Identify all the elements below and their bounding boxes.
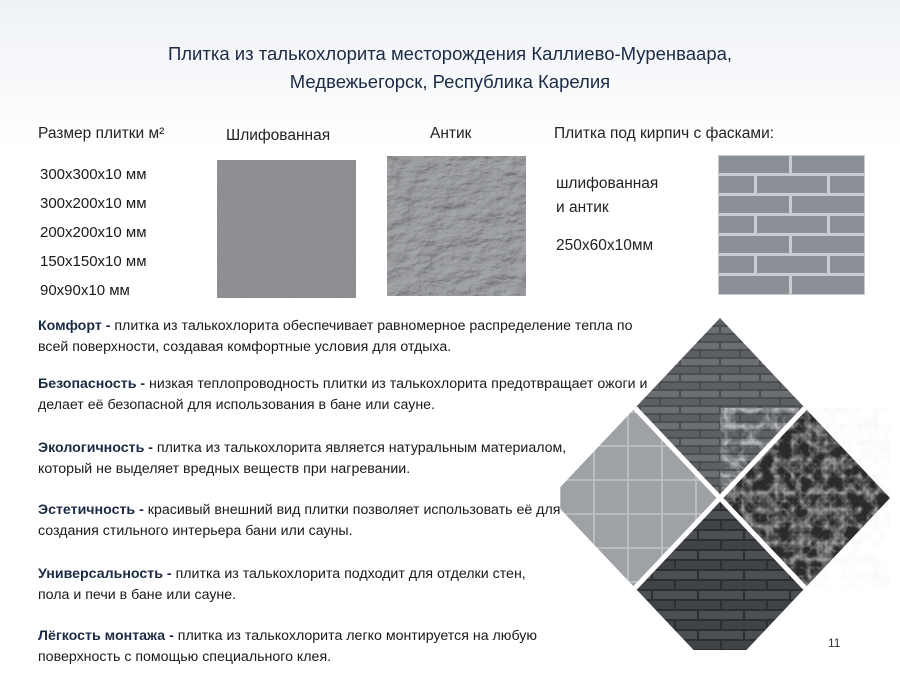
feature-comfort bbox=[38, 316, 648, 358]
title-line-1: Плитка из талькохлорита месторождения Каллиево-Муренваара, bbox=[167, 43, 733, 64]
feature-easy-install bbox=[38, 626, 603, 668]
brick-size: 250x60x10мм bbox=[556, 237, 654, 254]
feature-text: плитка из талькохлорита легко монтируется на любую поверхность с помощью специального клея. bbox=[38, 628, 538, 665]
size-item: 150x150x10 мм bbox=[40, 253, 147, 270]
brick-finish-line-2: и антик bbox=[556, 199, 609, 216]
feature-text: плитка из талькохлорита является натуральным материалом, который не выделяет вредных веществ при нагревании. bbox=[38, 440, 567, 477]
title-line-2: Медвежьегорск, Республика Карелия bbox=[289, 71, 611, 92]
page-number: 11 bbox=[828, 636, 841, 650]
size-item: 200x200x10 мм bbox=[40, 224, 147, 241]
feature-ecology bbox=[38, 438, 578, 480]
feature-versatility bbox=[38, 564, 548, 606]
feature-term: Эстетичность - bbox=[38, 502, 144, 518]
feature-text: плитка из талькохлорита подходит для отделки стен, пола и печи в бане или сауне. bbox=[38, 566, 526, 603]
size-header: Размер плитки м² bbox=[38, 125, 165, 142]
antique-label: Антик bbox=[430, 125, 472, 142]
size-item: 300x300x10 мм bbox=[40, 166, 147, 183]
polished-label: Шлифованная bbox=[226, 127, 331, 144]
feature-text: плитка из талькохлорита обеспечивает равномерное распределение тепла по всей поверхности, создавая комфортные условия для отдыха. bbox=[38, 318, 633, 355]
feature-term: Универсальность - bbox=[38, 566, 172, 582]
feature-term: Лёгкость монтажа - bbox=[38, 628, 174, 644]
feature-safety bbox=[38, 374, 663, 416]
feature-term: Комфорт - bbox=[38, 318, 111, 334]
slide-title bbox=[60, 40, 840, 96]
brick-finish-line-1: шлифованная bbox=[556, 175, 659, 192]
feature-term: Безопасность - bbox=[38, 376, 146, 392]
feature-text: красивый внешний вид плитки позволяет использовать её для создания стильного интерьера бани или сауны. bbox=[38, 502, 561, 539]
size-item: 90x90x10 мм bbox=[40, 282, 130, 299]
antique-tile-image bbox=[387, 156, 526, 296]
feature-text: низкая теплопроводность плитки из талькохлорита предотвращает ожоги и делает её безопасной для использования в бане или сауне. bbox=[38, 376, 648, 413]
size-item: 300x200x10 мм bbox=[40, 195, 147, 212]
brick-tile-image bbox=[718, 155, 865, 295]
feature-aesthetics bbox=[38, 500, 578, 542]
size-list bbox=[40, 160, 147, 305]
feature-term: Экологичность - bbox=[38, 440, 153, 456]
brick-header: Плитка под кирпич с фасками: bbox=[554, 125, 775, 142]
tile-samples-collage bbox=[560, 310, 900, 650]
polished-tile-image bbox=[217, 160, 356, 298]
